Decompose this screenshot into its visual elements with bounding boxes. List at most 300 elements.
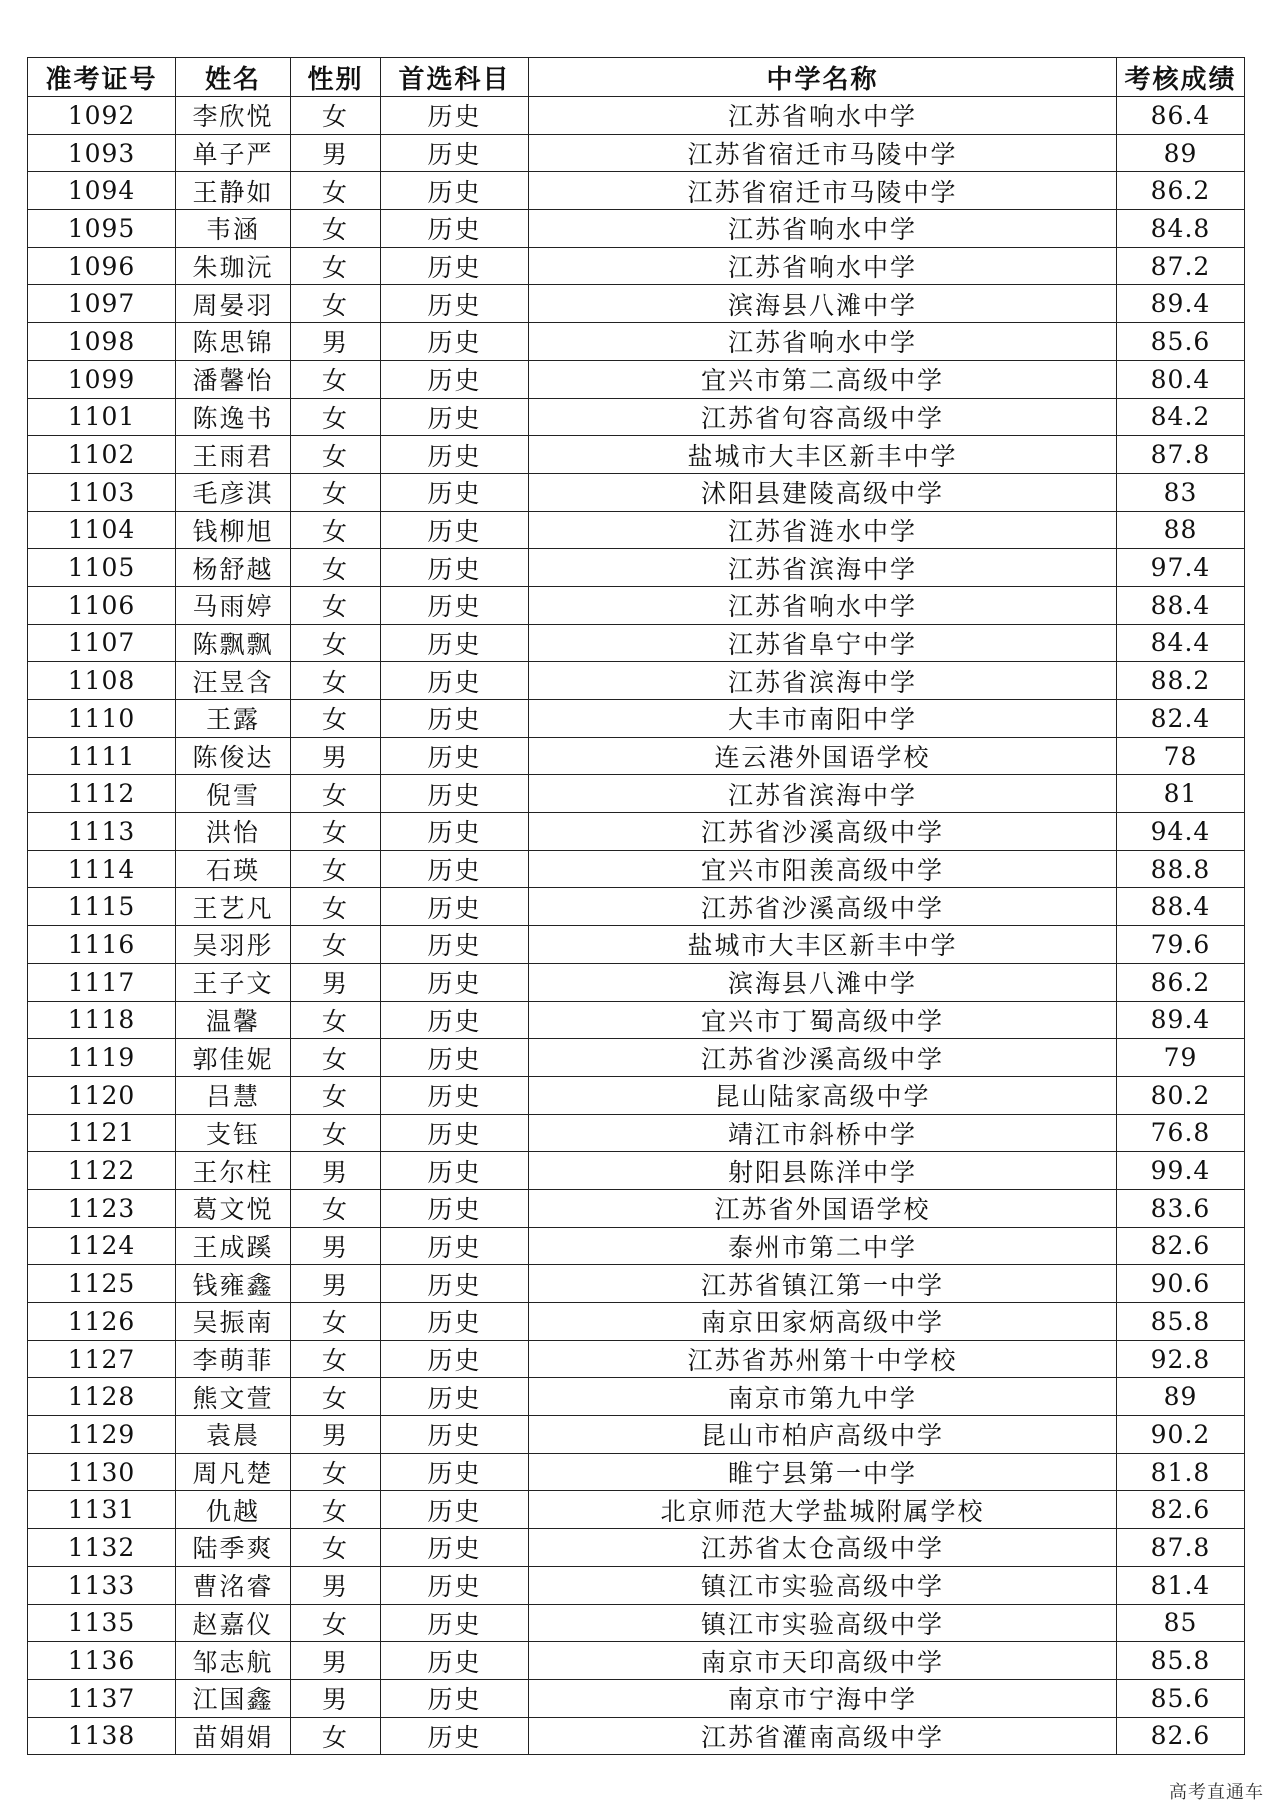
cell-school: 江苏省句容高级中学 (529, 398, 1117, 436)
cell-exam-id: 1098 (28, 323, 176, 361)
cell-exam-id: 1136 (28, 1642, 176, 1680)
cell-gender: 女 (291, 360, 381, 398)
table-row (28, 1189, 1245, 1227)
cell-name: 王子文 (176, 963, 291, 1001)
table-row (28, 134, 1245, 172)
cell-exam-id: 1093 (28, 134, 176, 172)
table-row (28, 247, 1245, 285)
cell-subject: 历史 (381, 963, 529, 1001)
cell-score: 85.6 (1117, 323, 1245, 361)
table-row (28, 1039, 1245, 1077)
cell-name: 王露 (176, 700, 291, 738)
cell-gender: 女 (291, 813, 381, 851)
cell-score: 90.6 (1117, 1265, 1245, 1303)
cell-score: 81.8 (1117, 1453, 1245, 1491)
cell-subject: 历史 (381, 436, 529, 474)
cell-school: 沭阳县建陵高级中学 (529, 473, 1117, 511)
table-row (28, 1717, 1245, 1755)
cell-exam-id: 1112 (28, 775, 176, 813)
cell-school: 昆山陆家高级中学 (529, 1076, 1117, 1114)
table-row (28, 97, 1245, 135)
cell-exam-id: 1108 (28, 662, 176, 700)
cell-score: 88.8 (1117, 850, 1245, 888)
cell-score: 78 (1117, 737, 1245, 775)
score-table-container (27, 57, 1244, 1755)
cell-subject: 历史 (381, 1076, 529, 1114)
cell-gender: 女 (291, 1340, 381, 1378)
table-header-row (28, 58, 1245, 97)
cell-exam-id: 1099 (28, 360, 176, 398)
table-row (28, 1227, 1245, 1265)
cell-school: 江苏省镇江第一中学 (529, 1265, 1117, 1303)
cell-name: 陈俊达 (176, 737, 291, 775)
cell-gender: 女 (291, 285, 381, 323)
cell-score: 83 (1117, 473, 1245, 511)
cell-name: 吴振南 (176, 1303, 291, 1341)
cell-school: 江苏省太仓高级中学 (529, 1529, 1117, 1567)
table-row (28, 1001, 1245, 1039)
cell-school: 南京市第九中学 (529, 1378, 1117, 1416)
cell-score: 97.4 (1117, 549, 1245, 587)
cell-exam-id: 1107 (28, 624, 176, 662)
header-school: 中学名称 (529, 58, 1117, 97)
cell-school: 睢宁县第一中学 (529, 1453, 1117, 1491)
cell-gender: 女 (291, 210, 381, 248)
cell-score: 99.4 (1117, 1152, 1245, 1190)
cell-gender: 男 (291, 1416, 381, 1454)
cell-gender: 女 (291, 1717, 381, 1755)
cell-exam-id: 1118 (28, 1001, 176, 1039)
cell-exam-id: 1128 (28, 1378, 176, 1416)
cell-exam-id: 1106 (28, 586, 176, 624)
cell-exam-id: 1097 (28, 285, 176, 323)
cell-gender: 女 (291, 549, 381, 587)
cell-exam-id: 1092 (28, 97, 176, 135)
cell-gender: 女 (291, 1076, 381, 1114)
cell-gender: 女 (291, 850, 381, 888)
table-row (28, 360, 1245, 398)
cell-subject: 历史 (381, 1642, 529, 1680)
cell-subject: 历史 (381, 1416, 529, 1454)
cell-subject: 历史 (381, 1189, 529, 1227)
cell-gender: 女 (291, 1378, 381, 1416)
table-row (28, 737, 1245, 775)
cell-school: 江苏省宿迁市马陵中学 (529, 134, 1117, 172)
cell-name: 钱柳旭 (176, 511, 291, 549)
cell-school: 连云港外国语学校 (529, 737, 1117, 775)
cell-school: 江苏省沙溪高级中学 (529, 888, 1117, 926)
cell-name: 陈飘飘 (176, 624, 291, 662)
cell-name: 王尔柱 (176, 1152, 291, 1190)
header-exam-id: 准考证号 (28, 58, 176, 97)
table-row (28, 700, 1245, 738)
cell-score: 88.4 (1117, 586, 1245, 624)
cell-subject: 历史 (381, 511, 529, 549)
table-row (28, 549, 1245, 587)
cell-gender: 女 (291, 775, 381, 813)
cell-name: 马雨婷 (176, 586, 291, 624)
cell-subject: 历史 (381, 700, 529, 738)
cell-score: 89 (1117, 1378, 1245, 1416)
cell-score: 86.2 (1117, 963, 1245, 1001)
cell-school: 江苏省灌南高级中学 (529, 1717, 1117, 1755)
cell-score: 89.4 (1117, 1001, 1245, 1039)
cell-score: 87.2 (1117, 247, 1245, 285)
cell-school: 泰州市第二中学 (529, 1227, 1117, 1265)
cell-name: 支钰 (176, 1114, 291, 1152)
cell-exam-id: 1135 (28, 1604, 176, 1642)
cell-score: 90.2 (1117, 1416, 1245, 1454)
cell-name: 陆季爽 (176, 1529, 291, 1567)
cell-name: 曹洺睿 (176, 1566, 291, 1604)
table-row (28, 775, 1245, 813)
cell-subject: 历史 (381, 1491, 529, 1529)
cell-exam-id: 1110 (28, 700, 176, 738)
cell-school: 江苏省响水中学 (529, 97, 1117, 135)
cell-score: 85.6 (1117, 1679, 1245, 1717)
cell-score: 80.2 (1117, 1076, 1245, 1114)
cell-name: 倪雪 (176, 775, 291, 813)
cell-school: 江苏省外国语学校 (529, 1189, 1117, 1227)
cell-school: 江苏省宿迁市马陵中学 (529, 172, 1117, 210)
cell-name: 周晏羽 (176, 285, 291, 323)
cell-name: 赵嘉仪 (176, 1604, 291, 1642)
cell-school: 江苏省阜宁中学 (529, 624, 1117, 662)
cell-exam-id: 1133 (28, 1566, 176, 1604)
cell-gender: 女 (291, 1303, 381, 1341)
cell-gender: 女 (291, 624, 381, 662)
cell-school: 江苏省响水中学 (529, 210, 1117, 248)
header-score: 考核成绩 (1117, 58, 1245, 97)
table-row (28, 285, 1245, 323)
cell-gender: 男 (291, 1152, 381, 1190)
table-row (28, 172, 1245, 210)
cell-exam-id: 1132 (28, 1529, 176, 1567)
cell-school: 江苏省涟水中学 (529, 511, 1117, 549)
cell-name: 周凡楚 (176, 1453, 291, 1491)
cell-school: 江苏省沙溪高级中学 (529, 813, 1117, 851)
cell-subject: 历史 (381, 172, 529, 210)
cell-subject: 历史 (381, 1114, 529, 1152)
cell-school: 江苏省滨海中学 (529, 775, 1117, 813)
cell-exam-id: 1119 (28, 1039, 176, 1077)
header-gender: 性别 (291, 58, 381, 97)
table-row (28, 926, 1245, 964)
cell-name: 葛文悦 (176, 1189, 291, 1227)
cell-gender: 女 (291, 398, 381, 436)
cell-exam-id: 1124 (28, 1227, 176, 1265)
cell-school: 江苏省响水中学 (529, 247, 1117, 285)
cell-name: 王艺凡 (176, 888, 291, 926)
cell-exam-id: 1113 (28, 813, 176, 851)
cell-school: 宜兴市丁蜀高级中学 (529, 1001, 1117, 1039)
cell-school: 江苏省苏州第十中学校 (529, 1340, 1117, 1378)
cell-name: 李萌菲 (176, 1340, 291, 1378)
table-row (28, 1303, 1245, 1341)
cell-score: 87.8 (1117, 436, 1245, 474)
table-row (28, 1076, 1245, 1114)
cell-gender: 男 (291, 1265, 381, 1303)
cell-score: 85.8 (1117, 1303, 1245, 1341)
cell-school: 江苏省沙溪高级中学 (529, 1039, 1117, 1077)
cell-name: 江国鑫 (176, 1679, 291, 1717)
table-row (28, 1340, 1245, 1378)
cell-subject: 历史 (381, 1453, 529, 1491)
table-row (28, 1491, 1245, 1529)
cell-name: 洪怡 (176, 813, 291, 851)
cell-name: 单子严 (176, 134, 291, 172)
cell-score: 89.4 (1117, 285, 1245, 323)
cell-school: 靖江市斜桥中学 (529, 1114, 1117, 1152)
cell-gender: 女 (291, 436, 381, 474)
table-row (28, 850, 1245, 888)
cell-exam-id: 1103 (28, 473, 176, 511)
cell-subject: 历史 (381, 549, 529, 587)
cell-gender: 女 (291, 247, 381, 285)
cell-school: 南京市天印高级中学 (529, 1642, 1117, 1680)
header-name: 姓名 (176, 58, 291, 97)
table-row (28, 1265, 1245, 1303)
cell-exam-id: 1116 (28, 926, 176, 964)
cell-score: 87.8 (1117, 1529, 1245, 1567)
cell-name: 吕慧 (176, 1076, 291, 1114)
table-row (28, 1642, 1245, 1680)
cell-subject: 历史 (381, 737, 529, 775)
cell-subject: 历史 (381, 97, 529, 135)
cell-name: 汪昱含 (176, 662, 291, 700)
table-body (28, 97, 1245, 1755)
cell-score: 82.6 (1117, 1227, 1245, 1265)
cell-score: 82.4 (1117, 700, 1245, 738)
table-row (28, 662, 1245, 700)
cell-school: 南京田家炳高级中学 (529, 1303, 1117, 1341)
cell-name: 熊文萱 (176, 1378, 291, 1416)
cell-score: 88 (1117, 511, 1245, 549)
table-row (28, 1566, 1245, 1604)
cell-exam-id: 1137 (28, 1679, 176, 1717)
cell-exam-id: 1095 (28, 210, 176, 248)
cell-subject: 历史 (381, 586, 529, 624)
cell-school: 南京市宁海中学 (529, 1679, 1117, 1717)
cell-gender: 女 (291, 1039, 381, 1077)
cell-gender: 女 (291, 888, 381, 926)
cell-subject: 历史 (381, 1303, 529, 1341)
cell-subject: 历史 (381, 888, 529, 926)
cell-exam-id: 1104 (28, 511, 176, 549)
cell-gender: 女 (291, 1453, 381, 1491)
cell-exam-id: 1114 (28, 850, 176, 888)
cell-subject: 历史 (381, 247, 529, 285)
cell-subject: 历史 (381, 813, 529, 851)
cell-name: 毛彦淇 (176, 473, 291, 511)
cell-name: 陈思锦 (176, 323, 291, 361)
cell-name: 石瑛 (176, 850, 291, 888)
watermark-text: 高考直通车 (1169, 1782, 1264, 1803)
cell-subject: 历史 (381, 210, 529, 248)
table-row (28, 1416, 1245, 1454)
cell-exam-id: 1127 (28, 1340, 176, 1378)
cell-exam-id: 1129 (28, 1416, 176, 1454)
cell-name: 温馨 (176, 1001, 291, 1039)
table-row (28, 624, 1245, 662)
cell-gender: 女 (291, 511, 381, 549)
cell-school: 宜兴市阳羡高级中学 (529, 850, 1117, 888)
cell-gender: 女 (291, 662, 381, 700)
cell-subject: 历史 (381, 134, 529, 172)
cell-name: 潘馨怡 (176, 360, 291, 398)
table-row (28, 813, 1245, 851)
cell-subject: 历史 (381, 360, 529, 398)
cell-score: 81 (1117, 775, 1245, 813)
cell-gender: 男 (291, 1227, 381, 1265)
cell-exam-id: 1096 (28, 247, 176, 285)
cell-exam-id: 1117 (28, 963, 176, 1001)
cell-name: 袁晨 (176, 1416, 291, 1454)
cell-subject: 历史 (381, 1378, 529, 1416)
cell-name: 仇越 (176, 1491, 291, 1529)
cell-gender: 女 (291, 1001, 381, 1039)
cell-subject: 历史 (381, 850, 529, 888)
cell-school: 射阳县陈洋中学 (529, 1152, 1117, 1190)
cell-name: 吴羽彤 (176, 926, 291, 964)
cell-subject: 历史 (381, 1566, 529, 1604)
cell-score: 86.4 (1117, 97, 1245, 135)
table-row (28, 473, 1245, 511)
table-row (28, 323, 1245, 361)
table-row (28, 1152, 1245, 1190)
cell-gender: 女 (291, 1114, 381, 1152)
cell-subject: 历史 (381, 1039, 529, 1077)
cell-gender: 女 (291, 1189, 381, 1227)
header-subject: 首选科目 (381, 58, 529, 97)
cell-gender: 男 (291, 1566, 381, 1604)
cell-subject: 历史 (381, 775, 529, 813)
table-row (28, 586, 1245, 624)
cell-score: 76.8 (1117, 1114, 1245, 1152)
cell-score: 84.4 (1117, 624, 1245, 662)
cell-gender: 男 (291, 1679, 381, 1717)
cell-gender: 男 (291, 134, 381, 172)
cell-subject: 历史 (381, 1340, 529, 1378)
cell-exam-id: 1130 (28, 1453, 176, 1491)
cell-gender: 女 (291, 586, 381, 624)
cell-school: 昆山市柏庐高级中学 (529, 1416, 1117, 1454)
cell-score: 79.6 (1117, 926, 1245, 964)
cell-name: 王成蹊 (176, 1227, 291, 1265)
cell-gender: 女 (291, 1491, 381, 1529)
cell-score: 85 (1117, 1604, 1245, 1642)
cell-name: 王雨君 (176, 436, 291, 474)
cell-gender: 女 (291, 97, 381, 135)
cell-score: 94.4 (1117, 813, 1245, 851)
table-row (28, 1679, 1245, 1717)
cell-gender: 男 (291, 323, 381, 361)
cell-exam-id: 1131 (28, 1491, 176, 1529)
cell-subject: 历史 (381, 1604, 529, 1642)
cell-exam-id: 1126 (28, 1303, 176, 1341)
cell-gender: 女 (291, 1604, 381, 1642)
score-table (27, 57, 1245, 1755)
cell-exam-id: 1120 (28, 1076, 176, 1114)
cell-score: 79 (1117, 1039, 1245, 1077)
cell-subject: 历史 (381, 1679, 529, 1717)
cell-exam-id: 1122 (28, 1152, 176, 1190)
cell-score: 84.2 (1117, 398, 1245, 436)
cell-exam-id: 1125 (28, 1265, 176, 1303)
cell-score: 88.2 (1117, 662, 1245, 700)
cell-school: 镇江市实验高级中学 (529, 1604, 1117, 1642)
cell-subject: 历史 (381, 1001, 529, 1039)
cell-school: 北京师范大学盐城附属学校 (529, 1491, 1117, 1529)
cell-exam-id: 1121 (28, 1114, 176, 1152)
cell-name: 韦涵 (176, 210, 291, 248)
table-row (28, 1453, 1245, 1491)
cell-exam-id: 1115 (28, 888, 176, 926)
table-row (28, 1378, 1245, 1416)
cell-exam-id: 1138 (28, 1717, 176, 1755)
cell-gender: 女 (291, 1529, 381, 1567)
cell-subject: 历史 (381, 926, 529, 964)
table-row (28, 888, 1245, 926)
cell-school: 江苏省响水中学 (529, 586, 1117, 624)
cell-gender: 男 (291, 1642, 381, 1680)
table-row (28, 1529, 1245, 1567)
cell-school: 江苏省滨海中学 (529, 662, 1117, 700)
cell-subject: 历史 (381, 1529, 529, 1567)
cell-school: 宜兴市第二高级中学 (529, 360, 1117, 398)
cell-subject: 历史 (381, 398, 529, 436)
cell-gender: 男 (291, 737, 381, 775)
table-row (28, 1114, 1245, 1152)
cell-subject: 历史 (381, 1152, 529, 1190)
cell-score: 92.8 (1117, 1340, 1245, 1378)
table-row (28, 210, 1245, 248)
cell-school: 盐城市大丰区新丰中学 (529, 926, 1117, 964)
cell-score: 81.4 (1117, 1566, 1245, 1604)
cell-gender: 女 (291, 700, 381, 738)
cell-school: 滨海县八滩中学 (529, 963, 1117, 1001)
table-row (28, 1604, 1245, 1642)
cell-score: 89 (1117, 134, 1245, 172)
cell-name: 王静如 (176, 172, 291, 210)
cell-exam-id: 1094 (28, 172, 176, 210)
cell-subject: 历史 (381, 1227, 529, 1265)
table-row (28, 436, 1245, 474)
cell-name: 郭佳妮 (176, 1039, 291, 1077)
table-row (28, 398, 1245, 436)
cell-name: 杨舒越 (176, 549, 291, 587)
cell-score: 84.8 (1117, 210, 1245, 248)
cell-subject: 历史 (381, 1265, 529, 1303)
cell-school: 江苏省滨海中学 (529, 549, 1117, 587)
cell-subject: 历史 (381, 624, 529, 662)
cell-exam-id: 1101 (28, 398, 176, 436)
table-row (28, 963, 1245, 1001)
cell-score: 85.8 (1117, 1642, 1245, 1680)
cell-subject: 历史 (381, 285, 529, 323)
cell-score: 83.6 (1117, 1189, 1245, 1227)
cell-score: 80.4 (1117, 360, 1245, 398)
cell-school: 镇江市实验高级中学 (529, 1566, 1117, 1604)
cell-name: 邹志航 (176, 1642, 291, 1680)
cell-name: 朱珈沅 (176, 247, 291, 285)
cell-gender: 女 (291, 172, 381, 210)
cell-school: 大丰市南阳中学 (529, 700, 1117, 738)
cell-exam-id: 1123 (28, 1189, 176, 1227)
cell-school: 江苏省响水中学 (529, 323, 1117, 361)
cell-score: 86.2 (1117, 172, 1245, 210)
cell-gender: 男 (291, 963, 381, 1001)
